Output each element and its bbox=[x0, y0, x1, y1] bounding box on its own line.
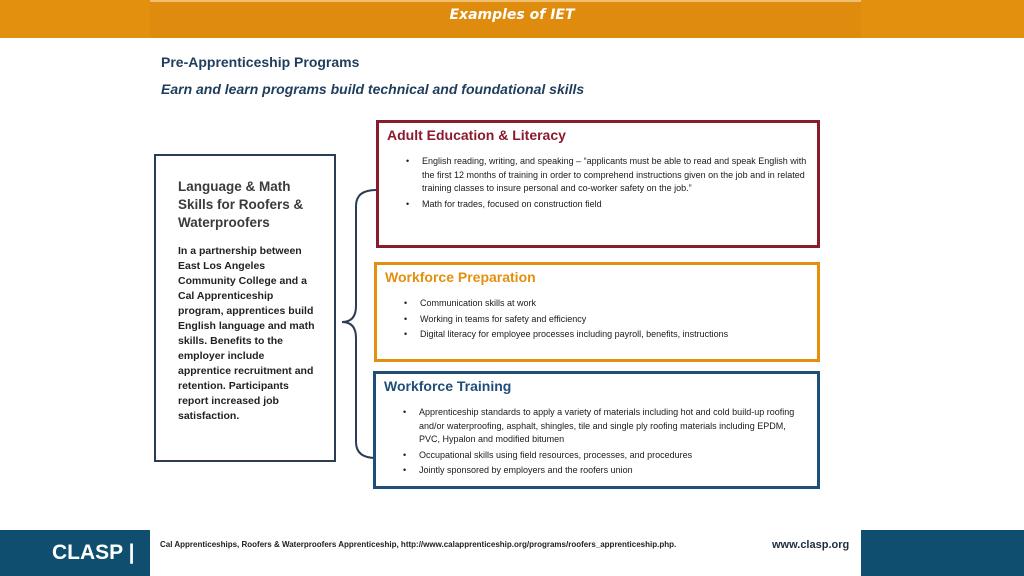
bullet-icon: • bbox=[404, 313, 408, 324]
program-summary-title: Language & Math Skills for Roofers & Waterproofers bbox=[178, 179, 304, 230]
bullet-icon: • bbox=[406, 198, 410, 209]
list-item: • Math for trades, focused on construction field bbox=[422, 198, 807, 212]
bullet-icon: • bbox=[404, 298, 408, 308]
adult-education-box bbox=[376, 120, 820, 248]
bullet-icon: • bbox=[404, 329, 408, 339]
bullet-icon: • bbox=[403, 465, 407, 475]
slide-title: Examples of IET bbox=[449, 7, 575, 23]
workforce-training-box bbox=[373, 371, 820, 489]
footer-brand-band bbox=[0, 530, 150, 576]
program-summary-box bbox=[154, 154, 336, 462]
bullet-icon: • bbox=[403, 407, 407, 417]
footer-citation: Cal Apprenticeships, Roofers & Waterproofers Apprenticeship, http://www.calapprenticeship.org/programs/roofers_apprenticeship.php. bbox=[160, 540, 677, 549]
curly-bracket bbox=[338, 188, 378, 460]
workforce-preparation-title: Workforce Preparation bbox=[385, 269, 536, 285]
program-summary-body: In a partnership between East Los Angeles Community College and a Cal Apprenticeship program, apprentices build English language and math skills. Benefits to the employer include apprentice recruitment and retention. Participants report increased job satisfaction. bbox=[178, 245, 315, 422]
list-item: • Working in teams for safety and efficiency bbox=[420, 313, 807, 327]
brand-logo-text: CLASP | bbox=[52, 541, 135, 564]
list-item: • Communication skills at work bbox=[420, 297, 807, 311]
bullet-icon: • bbox=[403, 449, 407, 460]
header-band bbox=[0, 0, 1024, 38]
workforce-preparation-box bbox=[374, 262, 820, 362]
bullet-icon: • bbox=[406, 156, 410, 166]
workforce-training-title: Workforce Training bbox=[384, 378, 512, 394]
list-item: • Digital literacy for employee processes including payroll, benefits, instructions bbox=[420, 328, 807, 342]
section-title: Pre-Apprenticeship Programs bbox=[161, 54, 360, 70]
list-item: • English reading, writing, and speaking – “applicants must be able to read and speak English with the first 12 months of training in order to comprehend instructions given on the job and in related training classes to insure personal and co-worker safety on the job.” bbox=[406, 156, 807, 193]
list-item: • Jointly sponsored by employers and the roofers union bbox=[419, 464, 807, 478]
section-subtitle: Earn and learn programs build technical and foundational skills bbox=[161, 81, 585, 97]
list-item: • Apprenticeship standards to apply a variety of materials including hot and cold build-up roofing and/or waterproofing, asphalt, shingles, tile and single ply roofing materials including EPDM, PVC, Hypalon and modified bitumen bbox=[403, 407, 795, 444]
footer-band-right bbox=[861, 530, 1024, 576]
adult-education-title: Adult Education & Literacy bbox=[387, 127, 566, 143]
list-item: • Occupational skills using field resources, processes, and procedures bbox=[419, 449, 807, 463]
footer-website-link[interactable]: www.clasp.org bbox=[772, 539, 850, 551]
